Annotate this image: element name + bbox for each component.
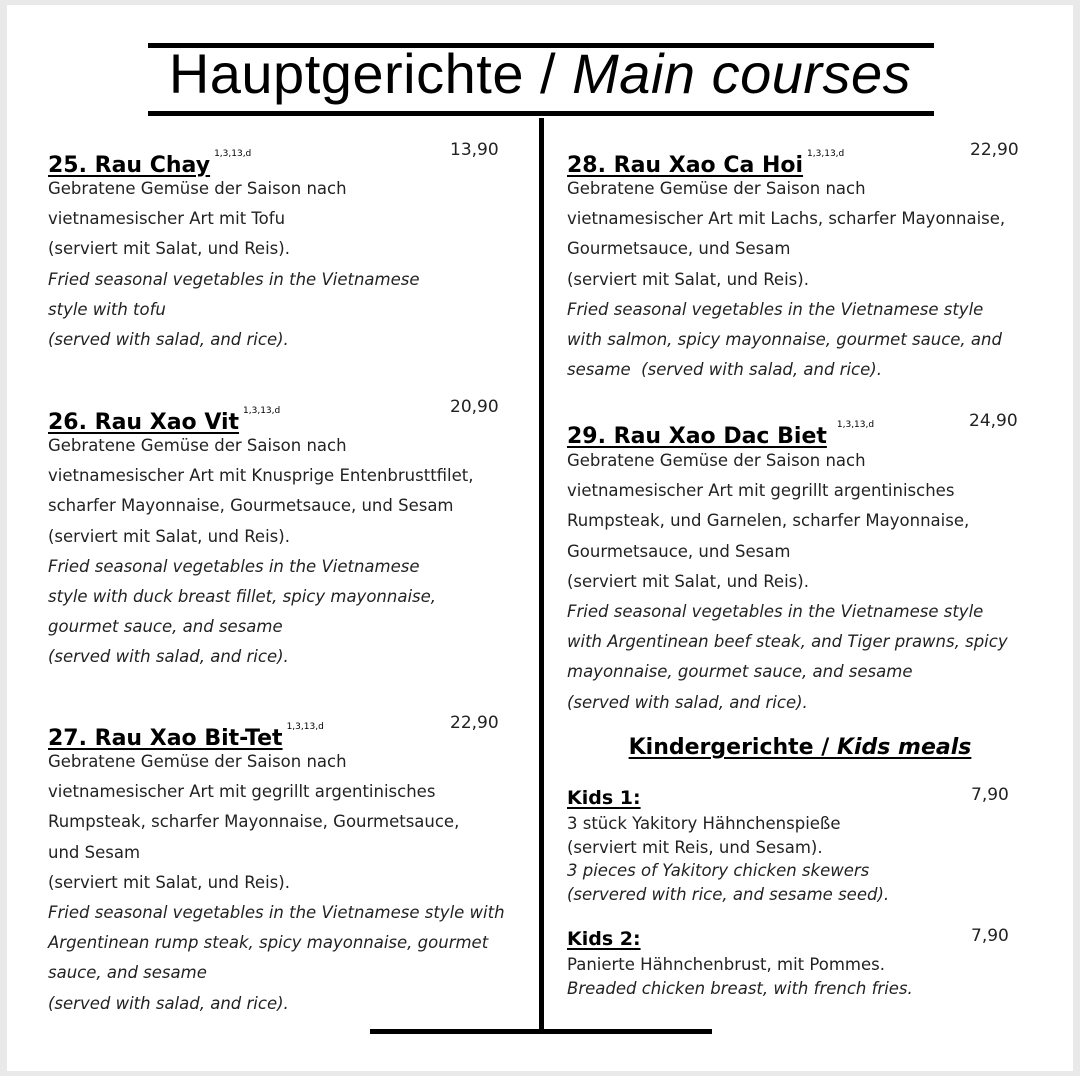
title-english: Main courses bbox=[572, 42, 912, 105]
allergen-codes: 1,3,13,d bbox=[807, 149, 845, 159]
kids-2-description: Panierte Hähnchenbrust, mit Pommes. Breaded chicken breast, with french fries. bbox=[567, 955, 913, 998]
item-name: 26. Rau Xao Vit $^{1,3,13,d}$ bbox=[48, 397, 280, 437]
kids-meals-heading: Kindergerichte / Kids meals bbox=[628, 735, 972, 760]
kids-1-price: 7,90 bbox=[971, 785, 1009, 805]
item-price: 13,90 bbox=[450, 140, 499, 160]
item-price: 20,90 bbox=[450, 397, 499, 417]
allergen-codes: 1,3,13,d bbox=[243, 406, 281, 416]
item-description: Gebratene Gemüse der Saison nach vietnamesischer Art mit gegrillt argentinisches Rumpsteak, und Garnelen, scharfer Mayonnaise, Gourmetsauce, und Sesam (serviert mit Salat, und Reis). Fried seasonal vegetables in the Vietnamese style with Argentinean beef steak, and Tiger prawns, spicy mayonnaise, gourmet sauce, and sesame (served with salad, and rice). bbox=[567, 451, 1008, 712]
kids-1-description: 3 stück Yakitory Hähnchenspieße (serviert mit Reis, und Sesam). 3 pieces of Yakitory chicken skewers (servered with rice, and sesame seed). bbox=[567, 814, 890, 904]
item-name: 27. Rau Xao Bit-Tet $^{1,3,13,d}$ bbox=[48, 713, 324, 753]
kids-2-name: Kids 2: bbox=[567, 928, 641, 950]
bottom-rule bbox=[370, 1029, 712, 1034]
item-description: Gebratene Gemüse der Saison nach vietnamesischer Art mit Knusprige Entenbrusttfilet, scharfer Mayonnaise, Gourmetsauce, und Sesam (serviert mit Salat, und Reis). Fried seasonal vegetables in the Vietnamese style with duck breast fillet, spicy mayonnaise, gourmet sauce, and sesame (served with salad, and rice). bbox=[48, 436, 474, 667]
title-german: Hauptgerichte / bbox=[168, 42, 573, 105]
allergen-codes: 1,3,13,d bbox=[286, 722, 324, 732]
allergen-codes: 1,3,13,d bbox=[214, 149, 252, 159]
kids-2-price: 7,90 bbox=[971, 926, 1009, 946]
item-price: 22,90 bbox=[970, 140, 1019, 160]
item-name: 29. Rau Xao Dac Biet $^{1,3,13,d}$ bbox=[567, 411, 874, 451]
item-price: 22,90 bbox=[450, 713, 499, 733]
kids-1-name: Kids 1: bbox=[567, 787, 641, 809]
item-description: Gebratene Gemüse der Saison nach vietnamesischer Art mit gegrillt argentinisches Rumpsteak, scharfer Mayonnaise, Gourmetsauce, und Sesam (serviert mit Salat, und Reis). Fried seasonal vegetables in the Vietnamese style with Argentinean rump steak, spicy mayonnaise, gourmet sauce, and sesame (served with salad, and rice). bbox=[48, 752, 505, 1013]
page-title bbox=[0, 42, 1080, 106]
item-name: 28. Rau Xao Ca Hoi $^{1,3,13,d}$ bbox=[567, 140, 844, 180]
item-description: Gebratene Gemüse der Saison nach vietnamesischer Art mit Lachs, scharfer Mayonnaise, Gourmetsauce, und Sesam (serviert mit Salat, und Reis). Fried seasonal vegetables in the Vietnamese style with salmon, spicy mayonnaise, gourmet sauce, and sesame (served with salad, and rice). bbox=[567, 179, 1006, 380]
item-description: Gebratene Gemüse der Saison nach vietnamesischer Art mit Tofu (serviert mit Salat, und Reis). Fried seasonal vegetables in the Vietnamese style with tofu (served with salad, and rice). bbox=[48, 179, 420, 350]
column-divider bbox=[539, 118, 544, 1032]
title-bottom-rule bbox=[148, 111, 934, 116]
item-price: 24,90 bbox=[969, 411, 1018, 431]
allergen-codes: 1,3,13,d bbox=[836, 420, 875, 430]
item-name: 25. Rau Chay $^{1,3,13,d}$ bbox=[48, 140, 251, 180]
